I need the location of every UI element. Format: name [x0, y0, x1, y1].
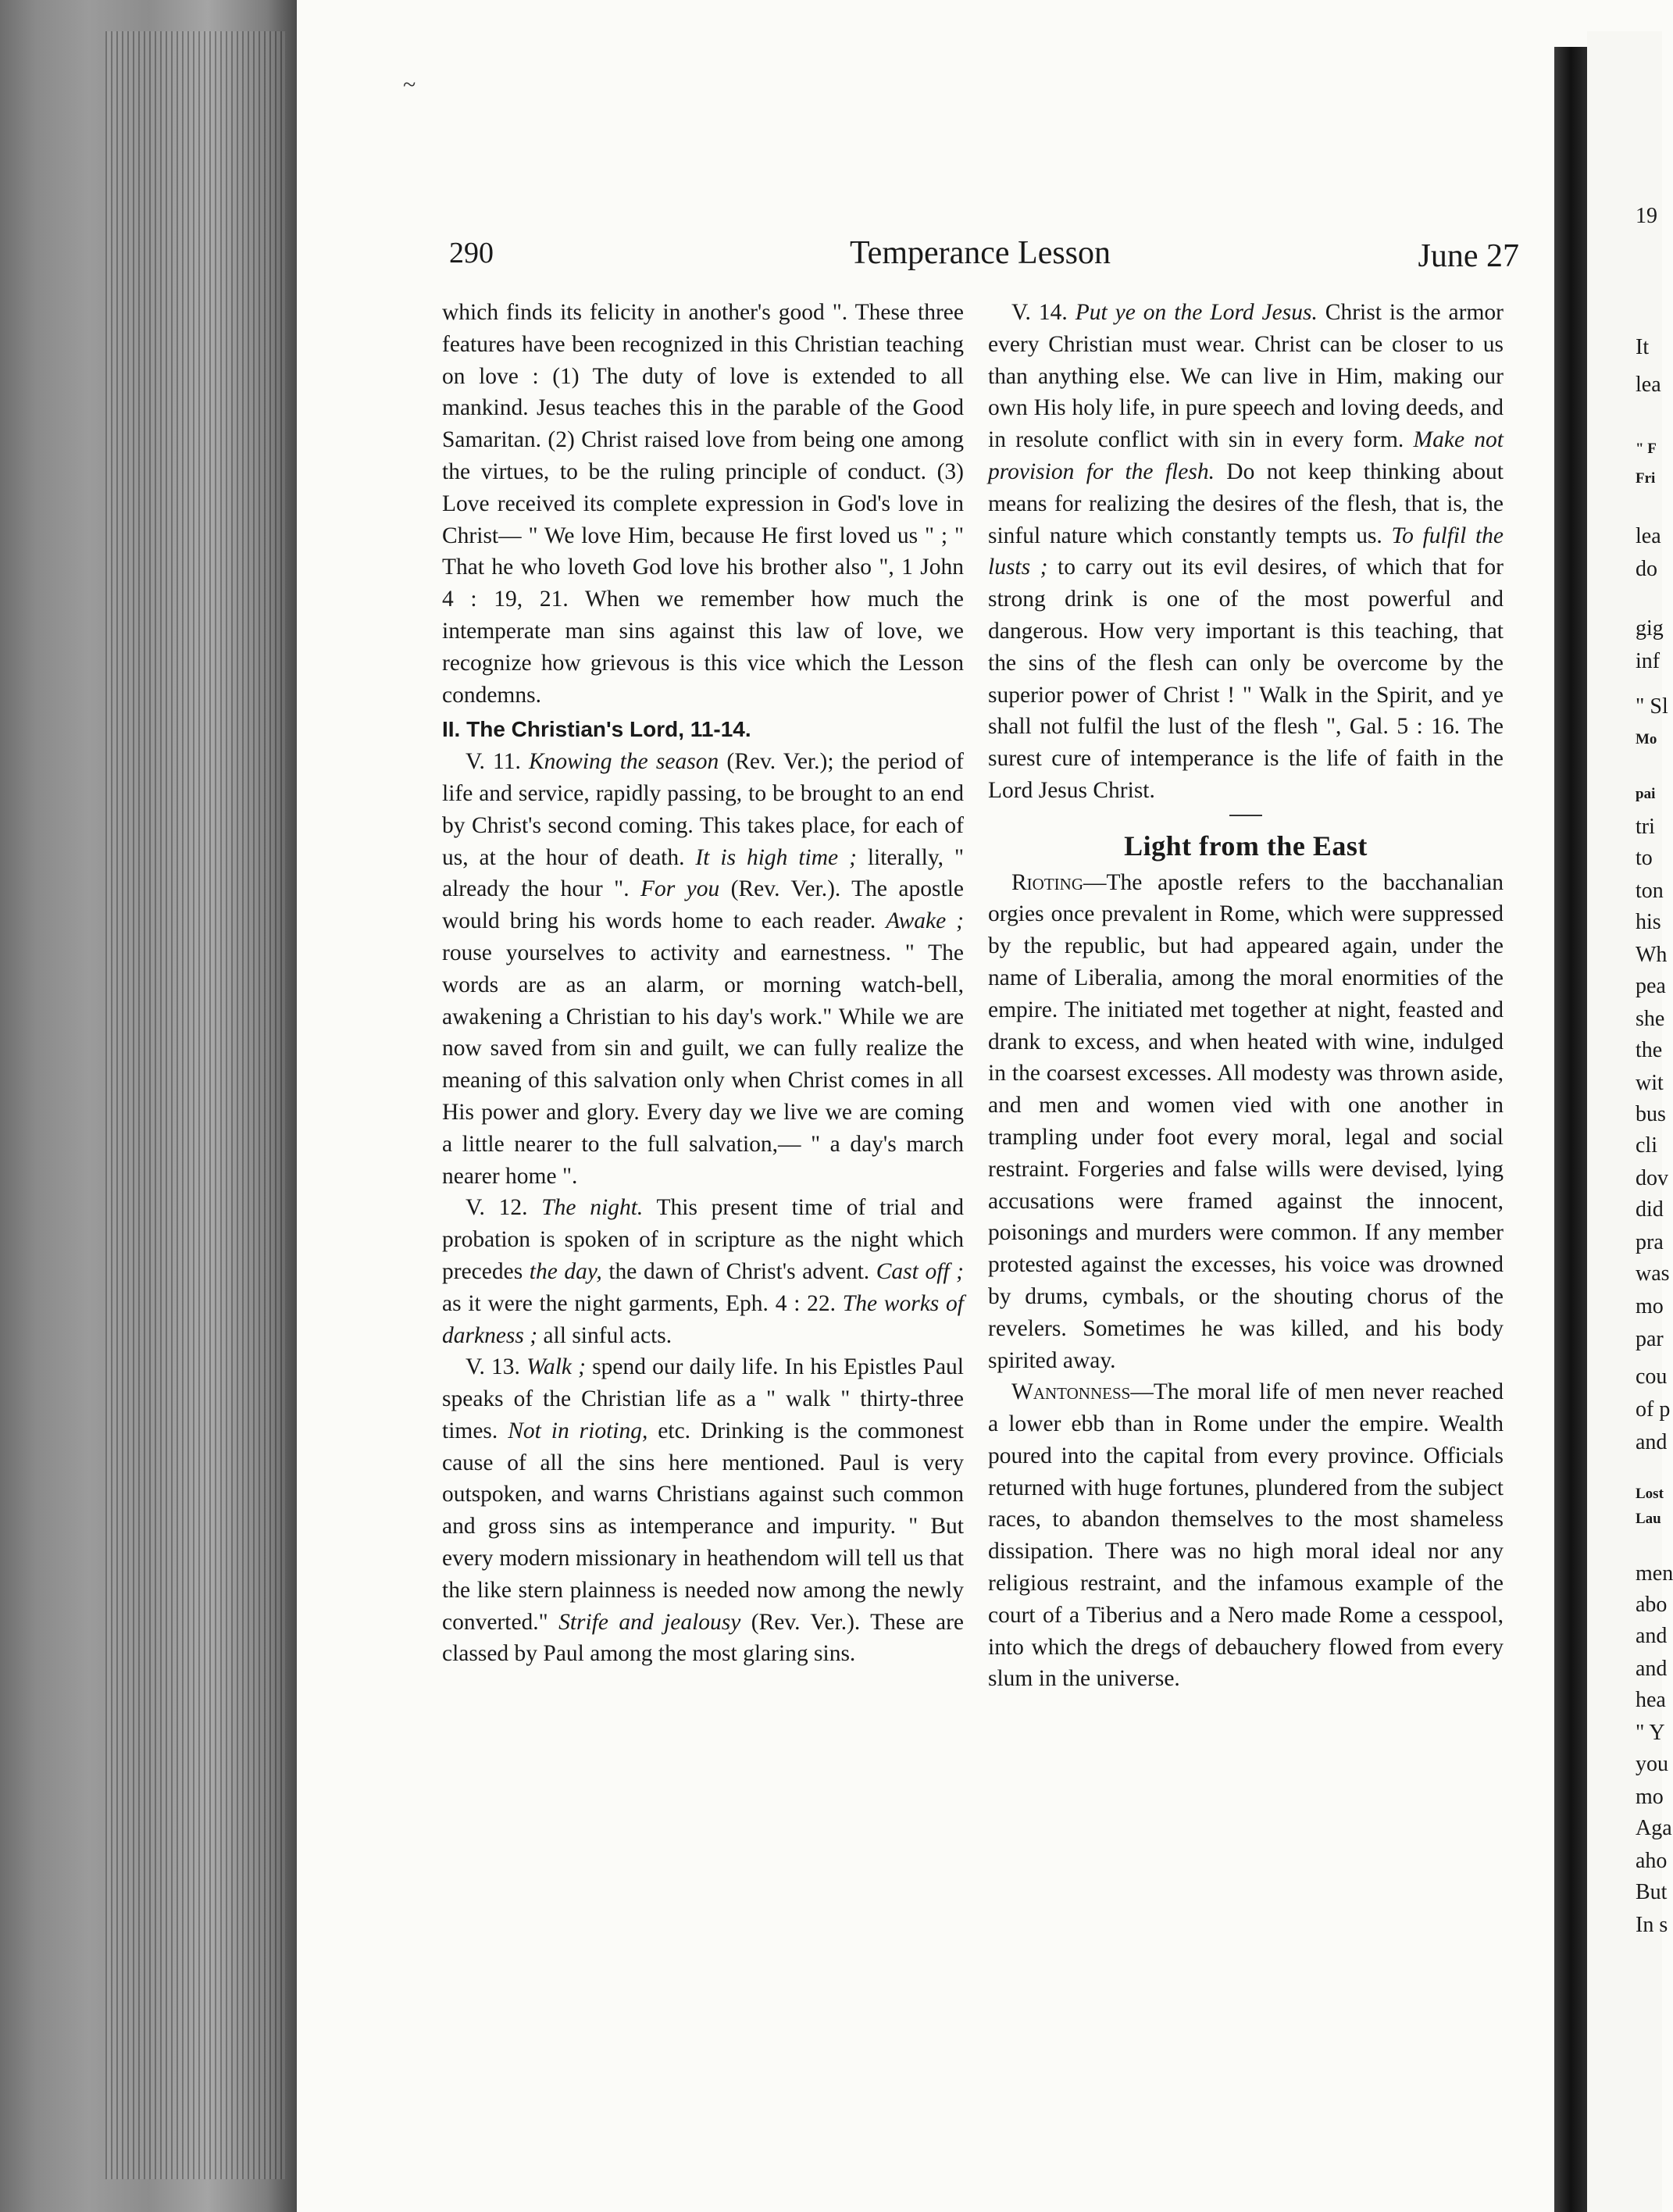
- facing-page-line: lea: [1636, 524, 1661, 548]
- facing-page-line: you: [1636, 1752, 1668, 1776]
- facing-page-line: Lau: [1636, 1511, 1661, 1527]
- facing-page-line: mo: [1636, 1785, 1664, 1809]
- facing-page-line: " Y: [1636, 1721, 1665, 1745]
- margin-mark: ~: [403, 72, 416, 98]
- facing-page-line: tri: [1636, 815, 1655, 839]
- section-title: Light from the East: [1124, 830, 1368, 862]
- facing-page-line: of p: [1636, 1397, 1671, 1422]
- facing-page-line: his: [1636, 910, 1661, 934]
- facing-page-line: It: [1636, 335, 1650, 359]
- page-edges: [105, 31, 285, 2179]
- facing-page-line: But: [1636, 1880, 1668, 1904]
- section-heading: II. The Christian's Lord, 11-14.: [442, 717, 751, 742]
- facing-page-line: 19: [1636, 204, 1657, 228]
- facing-page-line: and: [1636, 1430, 1668, 1454]
- facing-page-line: do: [1636, 557, 1657, 581]
- running-title: Temperance Lesson: [849, 235, 1111, 271]
- divider-rule: [1229, 815, 1262, 816]
- left-column: [442, 297, 964, 1670]
- book-gutter: [0, 0, 297, 2212]
- facing-page-line: the: [1636, 1038, 1663, 1062]
- facing-page-line: Mo: [1636, 731, 1657, 747]
- verse-11-note: V. 11. Knowing the season (Rev. Ver.); the period of life and service, rapidly passing, to be brought to an end by Christ's second coming. This takes place, for each of us, at the hour of death. It is high time ; literally, " already the hour ". For you (Rev. Ver.). The apostle would bring his words home to each reader. Awake ; rouse yourselves to activity and earnestness. " The words are as an alarm, or morning watch-bell, awakening a Christian to his day's work." While we are now saved from sin and guilt, we can fully realize the meaning of this salvation only when Christ comes in all His power and glory. Every day we live we are coming a little nearer to the full salvation,— " a day's march nearer home ".: [442, 749, 965, 1189]
- facing-page-line: did: [1636, 1197, 1664, 1222]
- right-column: [988, 297, 1504, 1695]
- facing-page-line: abo: [1636, 1593, 1668, 1617]
- facing-page-line: and: [1636, 1657, 1668, 1681]
- wantonness-paragraph: Wantonness—The moral life of men never reached a lower ebb than in Rome under the empire. Wealth poured into the capital from every province. Officials returned with huge fortunes, plundered from the subject races, to abandon themselves to the most shameless dissipation. There was no high moral ideal nor any religious restraint, and the infamous example of the court of a Tiberius and a Nero made Rome a cesspool, into which the dregs of debauchery flowed from every slum in the universe.: [988, 1379, 1504, 1692]
- facing-page-line: pai: [1636, 786, 1656, 802]
- facing-page-line: Lost: [1636, 1486, 1664, 1502]
- rioting-paragraph: Rioting—The apostle refers to the bacchanalian orgies once prevalent in Rome, which were suppressed by the republic, but had appeared again, under the name of Liberalia, among the moral enormities of the empire. The initiated met together at night, feasted and drank to excess, and when heated with wine, indulged in the coarsest excesses. All modesty was thrown aside, and men and women vied with one another in trampling under foot every moral, legal and social restraint. Forgeries and false wills were devised, lying accusations were framed against the innocent, poisonings and murders were common. If any member protested against the excesses, his voice was drowned by drums, cymbals, or the shouting chorus of the revelers. Sometimes he was killed, and his body spirited away.: [988, 869, 1504, 1373]
- facing-page-line: gig: [1636, 616, 1664, 640]
- facing-page-line: " F: [1636, 441, 1657, 457]
- verse-14-note: V. 14. Put ye on the Lord Jesus. Christ is the armor every Christian must wear. Christ can be closer to us than anything else. We can live in Him, making our own His holy life, in pure speech and loving deeds, and in resolute conflict with sin in every form. Make not provision for the flesh. Do not keep thinking about means for realizing the desires of the flesh, that is, the sinful nature which constantly tempts us. To fulfil the lusts ; to carry out its evil desires, of which that for strong drink is one of the most powerful and dangerous. How very important is this teaching, that the sins of the flesh can only be overcome by the superior power of Christ ! " Walk in the Spirit, and ye shall not fulfil the lust of the flesh ", Gal. 5 : 16. The surest cure of intemperance is the life of faith in the Lord Jesus Christ.: [988, 300, 1504, 803]
- facing-page-line: Fri: [1636, 470, 1656, 487]
- facing-page-line: she: [1636, 1007, 1665, 1031]
- page-number: 290: [449, 237, 494, 269]
- facing-page-line: pra: [1636, 1230, 1664, 1254]
- paragraph-love-features: which finds its felicity in another's good ". These three features have been recognized in this Christian teaching on love : (1) The duty of love is extended to all mankind. Jesus teaches this in the parable of the Good Samaritan. (2) Christ raised love from being one among the virtues, to be the ruling principle of conduct. (3) Love received its complete expression in God's love in Christ— " We love Him, because He first loved us " ; " That he who loveth God love his brother also ", 1 John 4 : 19, 21. When we remember how much the intemperate man sins against this law of love, we recognize how grievous is this vice which the Lesson condemns.: [442, 300, 964, 708]
- page-header: [449, 235, 1519, 283]
- facing-page-line: pea: [1636, 974, 1666, 998]
- facing-page-line: wit: [1636, 1071, 1664, 1095]
- facing-page-line: bus: [1636, 1102, 1666, 1126]
- facing-page-line: dov: [1636, 1166, 1668, 1190]
- book-spine-shadow: [1554, 47, 1587, 2212]
- verse-12-note: V. 12. The night. This present time of trial and probation is spoken of in scripture as the night which precedes the day, the dawn of Christ's advent. Cast off ; as it were the night garments, Eph. 4 : 22. The works of darkness ; all sinful acts.: [442, 1195, 964, 1348]
- facing-page-line: In s: [1636, 1913, 1668, 1937]
- facing-page-line: cou: [1636, 1365, 1668, 1389]
- facing-page-line: men: [1636, 1561, 1673, 1586]
- facing-page-line: " Sl: [1636, 694, 1668, 719]
- facing-page-line: inf: [1636, 649, 1661, 673]
- facing-page-line: Wh: [1636, 943, 1668, 967]
- facing-page-line: and: [1636, 1624, 1668, 1648]
- facing-page-line: lea: [1636, 373, 1661, 397]
- facing-page-line: was: [1636, 1261, 1670, 1286]
- facing-page-line: ton: [1636, 879, 1664, 903]
- facing-page-line: cli: [1636, 1133, 1657, 1158]
- facing-page-fragment: [1587, 31, 1673, 2212]
- facing-page-line: mo: [1636, 1294, 1664, 1318]
- header-date: June 27: [1418, 238, 1519, 274]
- facing-page-line: Aga: [1636, 1816, 1672, 1840]
- facing-page-line: aho: [1636, 1849, 1668, 1873]
- facing-page-line: par: [1636, 1327, 1664, 1351]
- verse-13-note: V. 13. Walk ; spend our daily life. In his Epistles Paul speaks of the Christian life as a " walk " thirty-three times. Not in rioting, etc. Drinking is the commonest cause of all the sins here mentioned. Paul is very outspoken, and warns Christians against such common and gross sins as intemperance and impurity. " But every modern missionary in heathendom will tell us that the like stern plainness is needed now among the newly converted." Strife and jealousy (Rev. Ver.). These are classed by Paul among the most glaring sins.: [442, 1354, 964, 1667]
- facing-page-line: to: [1636, 846, 1653, 870]
- facing-page-line: hea: [1636, 1688, 1666, 1712]
